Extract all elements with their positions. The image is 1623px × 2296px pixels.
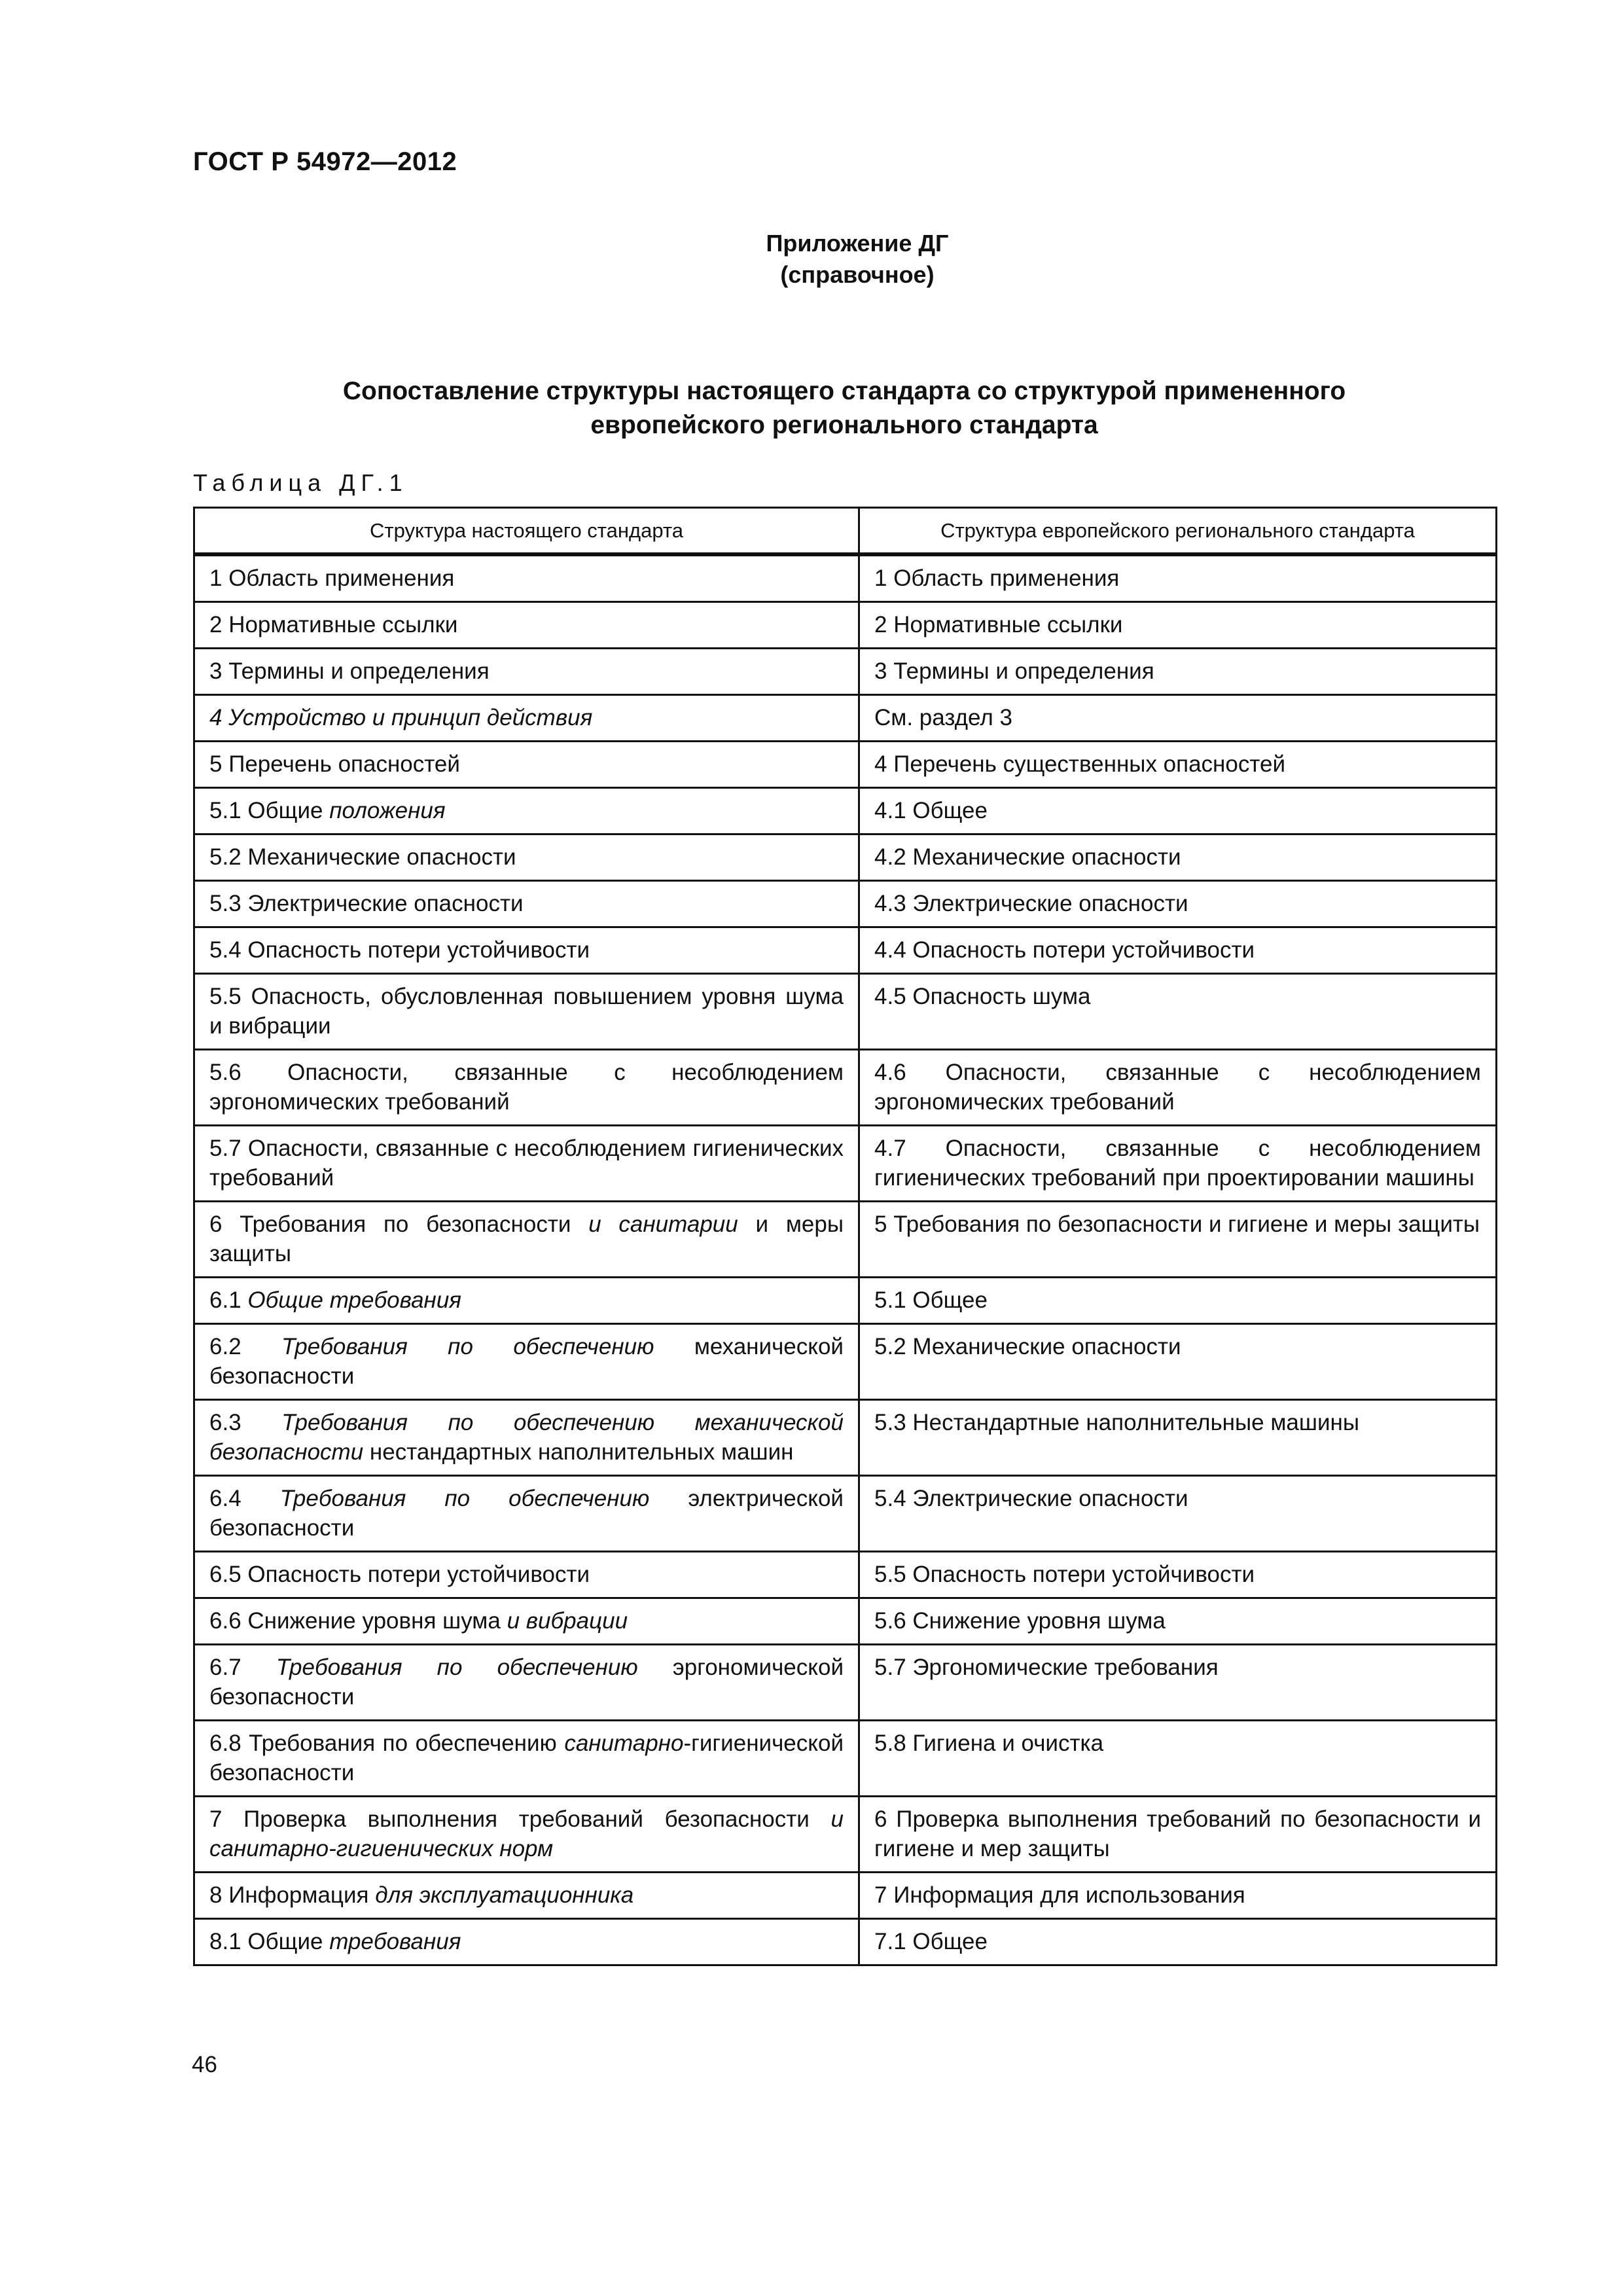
cell-text: -гигиенической безопасности [209, 1731, 844, 1785]
cell-text: и санитарно-гигиенических норм [209, 1806, 844, 1861]
cell-european-standard [859, 881, 1497, 927]
column-header-current-standard: Структура настоящего стандарта [194, 508, 859, 555]
cell-text: См. раздел 3 [874, 705, 1012, 730]
cell-text: и санитарии [588, 1211, 738, 1237]
cell-current-standard [194, 1645, 859, 1721]
cell-text: требования [329, 1929, 461, 1954]
cell-text: и меры защиты [209, 1211, 844, 1266]
cell-current-standard [194, 649, 859, 695]
cell-european-standard [859, 1721, 1497, 1797]
table-row [194, 649, 1497, 695]
document-code: ГОСТ Р 54972—2012 [193, 147, 457, 176]
cell-current-standard [194, 1202, 859, 1278]
cell-text: 5.1 Общие [209, 798, 330, 823]
cell-european-standard [859, 1202, 1497, 1278]
cell-european-standard [859, 602, 1497, 649]
cell-text: 4 Устройство и принцип действия [209, 705, 593, 730]
cell-text: 6.3 [209, 1410, 282, 1435]
table-row [194, 834, 1497, 881]
cell-text: 5 Перечень опасностей [209, 751, 460, 777]
cell-text: Требования по обеспечению [279, 1486, 650, 1511]
table-row [194, 1476, 1497, 1552]
cell-text: 5.5 Опасность, обусловленная повышением уровня шума и вибрации [209, 984, 844, 1039]
table-header-row [194, 508, 1497, 555]
cell-text: 7 Информация для использования [874, 1882, 1245, 1908]
cell-text: 4.2 Механические опасности [874, 844, 1181, 870]
cell-text: 5.8 Гигиена и очистка [874, 1731, 1104, 1756]
cell-european-standard [859, 1050, 1497, 1126]
cell-text: положения [329, 798, 446, 823]
cell-european-standard [859, 742, 1497, 788]
cell-current-standard [194, 927, 859, 974]
cell-text: Общие требования [247, 1287, 461, 1313]
cell-text: 5.1 Общее [874, 1287, 988, 1313]
table-row [194, 1552, 1497, 1598]
table-row [194, 554, 1497, 602]
cell-european-standard [859, 1598, 1497, 1645]
cell-text: 6.6 Снижение уровня шума [209, 1608, 507, 1634]
cell-current-standard [194, 1476, 859, 1552]
cell-european-standard [859, 974, 1497, 1050]
table-row [194, 927, 1497, 974]
cell-european-standard [859, 695, 1497, 742]
page-title [193, 374, 1495, 442]
cell-current-standard [194, 1721, 859, 1797]
cell-text: 5.4 Опасность потери устойчивости [209, 937, 590, 963]
cell-text: 6.1 [209, 1287, 248, 1313]
cell-text: 8 Информация [209, 1882, 376, 1908]
appendix-heading [0, 228, 1623, 291]
cell-european-standard [859, 1552, 1497, 1598]
table-row [194, 1873, 1497, 1919]
table-row [194, 1202, 1497, 1278]
table-row [194, 1050, 1497, 1126]
cell-current-standard [194, 1552, 859, 1598]
cell-text: 6.2 [209, 1334, 282, 1359]
table-row [194, 974, 1497, 1050]
cell-text: 6.8 Требования по обеспечению [209, 1731, 565, 1756]
cell-text: 6 Проверка выполнения требований по безопасности и гигиене и мер защиты [874, 1806, 1481, 1861]
table-row [194, 1645, 1497, 1721]
cell-current-standard [194, 1278, 859, 1324]
cell-european-standard [859, 1919, 1497, 1965]
cell-european-standard [859, 554, 1497, 602]
cell-current-standard [194, 554, 859, 602]
cell-text: 5.4 Электрические опасности [874, 1486, 1188, 1511]
cell-text: 4.1 Общее [874, 798, 988, 823]
table-row [194, 742, 1497, 788]
table-row [194, 1797, 1497, 1873]
table-row [194, 1126, 1497, 1202]
cell-text: 5.3 Нестандартные наполнительные машины [874, 1410, 1359, 1435]
cell-text: 5.6 Снижение уровня шума [874, 1608, 1166, 1634]
cell-text: 7.1 Общее [874, 1929, 988, 1954]
table-row [194, 788, 1497, 834]
cell-text: 5.2 Механические опасности [209, 844, 516, 870]
table-row [194, 695, 1497, 742]
cell-text: 5.3 Электрические опасности [209, 891, 524, 916]
table-row [194, 602, 1497, 649]
cell-text: 5.7 Эргономические требования [874, 1655, 1219, 1680]
cell-current-standard [194, 1598, 859, 1645]
cell-european-standard [859, 1126, 1497, 1202]
cell-current-standard [194, 1797, 859, 1873]
cell-text: 7 Проверка выполнения требований безопасности [209, 1806, 831, 1832]
table-row [194, 1400, 1497, 1476]
appendix-title: Приложение ДГ [766, 230, 949, 257]
cell-current-standard [194, 695, 859, 742]
cell-european-standard [859, 834, 1497, 881]
cell-text: санитарно [564, 1731, 684, 1756]
cell-european-standard [859, 1873, 1497, 1919]
cell-current-standard [194, 1873, 859, 1919]
cell-text: нестандартных наполнительных машин [363, 1439, 794, 1465]
cell-text: 2 Нормативные ссылки [874, 612, 1123, 637]
cell-text: эргономической безопасности [209, 1655, 844, 1710]
table-row [194, 1598, 1497, 1645]
cell-current-standard [194, 1919, 859, 1965]
cell-current-standard [194, 1400, 859, 1476]
cell-text: 4.4 Опасность потери устойчивости [874, 937, 1255, 963]
cell-european-standard [859, 788, 1497, 834]
cell-current-standard [194, 742, 859, 788]
cell-text: электрической безопасности [209, 1486, 844, 1541]
cell-text: 3 Термины и определения [874, 658, 1154, 684]
table-row [194, 1721, 1497, 1797]
cell-text: 2 Нормативные ссылки [209, 612, 458, 637]
cell-current-standard [194, 1126, 859, 1202]
cell-current-standard [194, 788, 859, 834]
cell-european-standard [859, 1476, 1497, 1552]
cell-european-standard [859, 1797, 1497, 1873]
cell-text: 4 Перечень существенных опасностей [874, 751, 1286, 777]
cell-european-standard [859, 927, 1497, 974]
cell-text: Требования по обеспечению механической безопасности [209, 1410, 844, 1465]
cell-text: 4.7 Опасности, связанные с несоблюдением гигиенических требований при проектировании машины [874, 1136, 1481, 1191]
cell-current-standard [194, 834, 859, 881]
cell-text: 6.4 [209, 1486, 280, 1511]
page-title-line-1: Сопоставление структуры настоящего стандарта со структурой примененного [342, 377, 1346, 405]
page-title-line-2: европейского регионального стандарта [590, 411, 1098, 439]
cell-text: механической безопасности [209, 1334, 844, 1389]
cell-text: и вибрации [507, 1608, 628, 1634]
table-row [194, 1919, 1497, 1965]
table-row [194, 1324, 1497, 1400]
cell-european-standard [859, 1645, 1497, 1721]
cell-text: 1 Область применения [874, 565, 1120, 591]
table-row [194, 1278, 1497, 1324]
cell-european-standard [859, 1278, 1497, 1324]
cell-text: 5.6 Опасности, связанные с несоблюдением эргономических требований [209, 1060, 844, 1115]
cell-current-standard [194, 1324, 859, 1400]
cell-text: Требования по обеспечению [276, 1655, 638, 1680]
cell-text: 8.1 Общие [209, 1929, 330, 1954]
table-body [194, 554, 1497, 1965]
cell-text: 6.5 Опасность потери устойчивости [209, 1562, 590, 1587]
cell-text: 4.5 Опасность шума [874, 984, 1091, 1009]
cell-current-standard [194, 974, 859, 1050]
column-header-european-standard: Структура европейского регионального стандарта [859, 508, 1497, 555]
table-label: Таблица ДГ.1 [193, 469, 408, 496]
cell-text: 5.2 Механические опасности [874, 1334, 1181, 1359]
comparison-table [193, 507, 1497, 1966]
cell-text: 4.6 Опасности, связанные с несоблюдением эргономических требований [874, 1060, 1481, 1115]
cell-text: 6 Требования по безопасности [209, 1211, 589, 1237]
cell-european-standard [859, 649, 1497, 695]
cell-text: 6.7 [209, 1655, 276, 1680]
cell-current-standard [194, 602, 859, 649]
cell-text: 3 Термины и определения [209, 658, 490, 684]
cell-text: 5.7 Опасности, связанные с несоблюдением гигиенических требований [209, 1136, 844, 1191]
cell-current-standard [194, 881, 859, 927]
cell-text: 1 Область применения [209, 565, 455, 591]
cell-text: 5 Требования по безопасности и гигиене и меры защиты [874, 1211, 1480, 1237]
cell-text: для эксплуатационника [375, 1882, 634, 1908]
table-row [194, 881, 1497, 927]
cell-european-standard [859, 1400, 1497, 1476]
cell-european-standard [859, 1324, 1497, 1400]
appendix-subtitle: (справочное) [780, 261, 935, 288]
cell-current-standard [194, 1050, 859, 1126]
cell-text: 5.5 Опасность потери устойчивости [874, 1562, 1255, 1587]
page-number: 46 [192, 2052, 217, 2077]
cell-text: Требования по обеспечению [281, 1334, 654, 1359]
cell-text: 4.3 Электрические опасности [874, 891, 1188, 916]
